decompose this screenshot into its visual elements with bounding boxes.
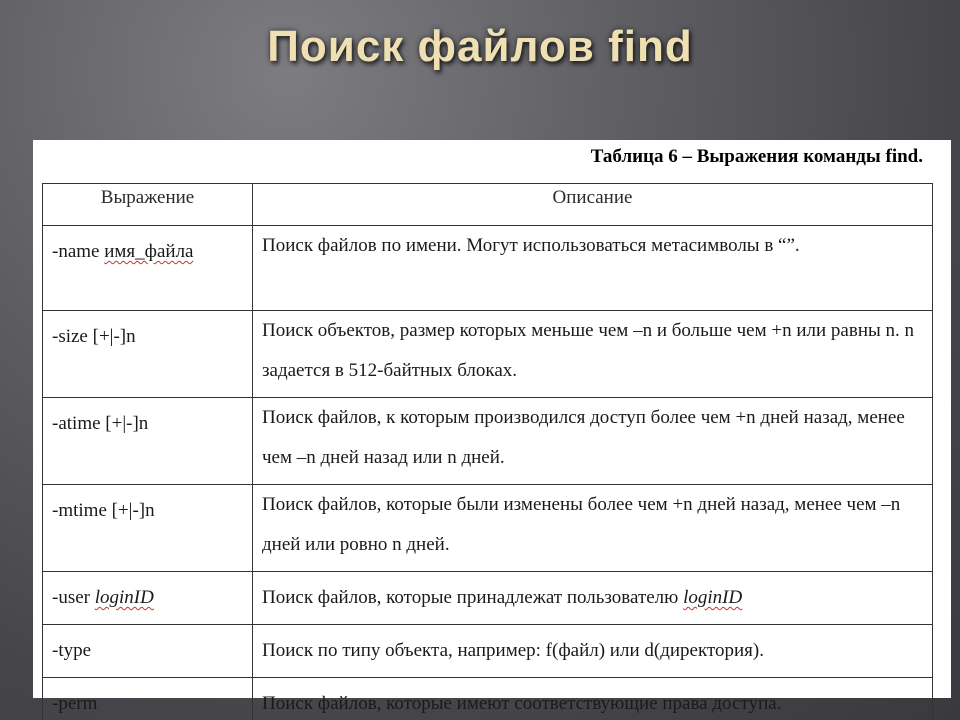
desc-text: Поиск файлов по имени. Могут использоваться метасимволы в “”. bbox=[262, 235, 800, 256]
table-row bbox=[43, 625, 933, 678]
desc-text: Поиск файлов, которые принадлежат пользователю bbox=[262, 587, 684, 608]
expr-argument: имя_файла bbox=[104, 241, 194, 262]
expr-cell bbox=[43, 625, 253, 678]
desc-text: Поиск файлов, которые были изменены более чем +n дней назад, менее чем –n дней или ровно n дней. bbox=[262, 494, 901, 555]
expr-option: -perm bbox=[52, 693, 98, 714]
expr-option: -mtime [+|-]n bbox=[52, 500, 155, 521]
expr-option: -user bbox=[52, 587, 95, 608]
document-panel bbox=[33, 140, 951, 714]
table-row bbox=[43, 572, 933, 625]
table-row bbox=[43, 398, 933, 485]
desc-text: Поиск файлов, к которым производился доступ более чем +n дней назад, менее чем –n дней назад или n дней. bbox=[262, 407, 905, 468]
desc-cell bbox=[253, 485, 933, 572]
expr-cell bbox=[43, 485, 253, 572]
expr-cell bbox=[43, 311, 253, 398]
table-row bbox=[43, 485, 933, 572]
expr-option: -size [+|-]n bbox=[52, 326, 136, 347]
expr-argument: loginID bbox=[94, 587, 154, 608]
expr-option: -name bbox=[52, 241, 105, 262]
header-description: Описание bbox=[253, 184, 933, 226]
slide-title: Поиск файлов find bbox=[267, 22, 693, 71]
desc-cell bbox=[253, 678, 933, 720]
desc-cell bbox=[253, 398, 933, 485]
desc-cell bbox=[253, 625, 933, 678]
expr-option: -type bbox=[52, 640, 92, 661]
expr-cell bbox=[43, 226, 253, 311]
desc-argument: loginID bbox=[683, 587, 743, 608]
table-caption: Таблица 6 – Выражения команды find. bbox=[590, 146, 923, 167]
desc-text: Поиск файлов, которые имеют соответствующие права доступа. bbox=[262, 693, 782, 714]
expr-option: -atime [+|-]n bbox=[52, 413, 149, 434]
expr-cell bbox=[43, 398, 253, 485]
table-header-row bbox=[43, 184, 933, 226]
expr-cell bbox=[43, 678, 253, 720]
expr-cell bbox=[43, 572, 253, 625]
table-row bbox=[43, 678, 933, 720]
desc-text: Поиск по типу объекта, например: f(файл) или d(директория). bbox=[262, 640, 764, 661]
desc-cell bbox=[253, 572, 933, 625]
table-row bbox=[43, 226, 933, 311]
desc-cell bbox=[253, 311, 933, 398]
header-expression: Выражение bbox=[43, 184, 253, 226]
desc-text: Поиск объектов, размер которых меньше чем –n и больше чем +n или равны n. n задается в 512-байтных блоках. bbox=[262, 320, 915, 381]
table-row bbox=[43, 311, 933, 398]
find-expressions-table bbox=[42, 183, 933, 720]
desc-cell bbox=[253, 226, 933, 311]
